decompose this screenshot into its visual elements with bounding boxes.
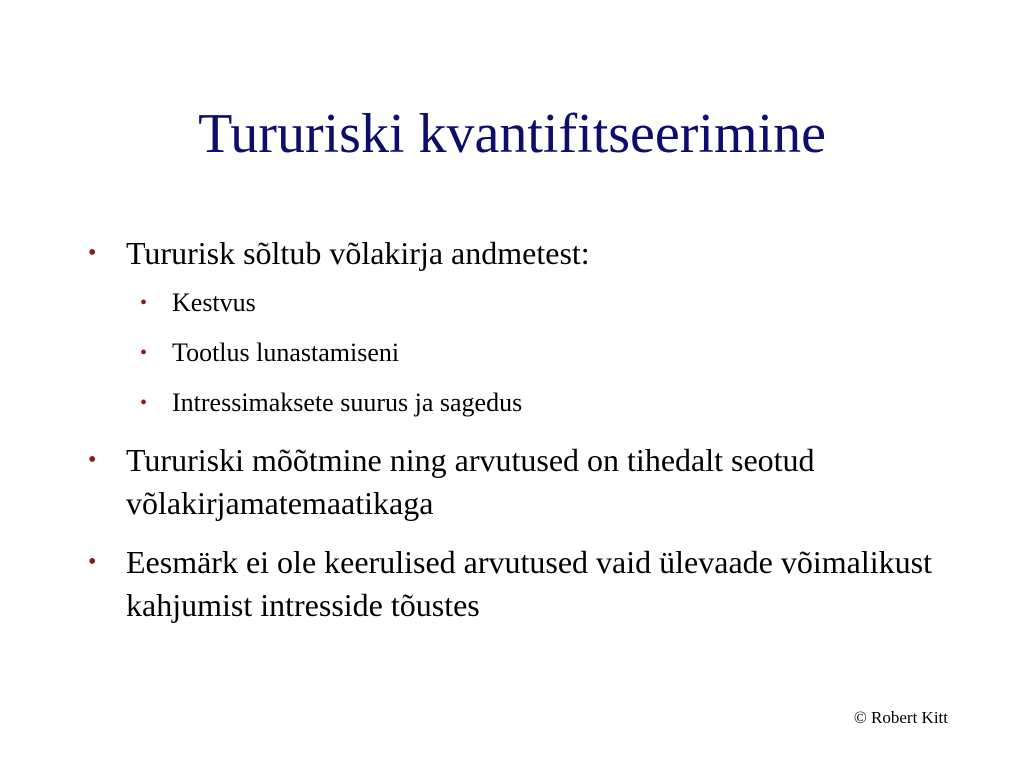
slide-title: Tururiski kvantifitseerimine (198, 103, 826, 165)
bullet-item (88, 232, 968, 275)
bullet-icon: • (140, 342, 148, 364)
sub-bullet-item-text: Kestvus (172, 288, 256, 317)
sub-bullet-item-text: Tootlus lunastamiseni (172, 338, 400, 367)
bullet-item (88, 541, 968, 627)
bullet-list (88, 232, 968, 627)
sub-bullet-item-text: Intressimaksete suurus ja sagedus (172, 388, 523, 417)
bullet-icon: • (140, 392, 148, 414)
bullet-icon: • (88, 447, 97, 473)
sub-bullet-item (140, 335, 968, 371)
bullet-item (88, 439, 968, 525)
bullet-icon: • (88, 240, 97, 266)
bullet-icon: • (140, 292, 148, 314)
sub-bullet-item (140, 285, 968, 321)
bullet-item-text: Tururisk sõltub võlakirja andmetest: (126, 235, 590, 271)
copyright-footer: © Robert Kitt (853, 708, 948, 727)
bullet-item-text: Tururiski mõõtmine ning arvutused on tihedalt seotud võlakirjamatemaatikaga (126, 442, 815, 521)
bullet-icon: • (88, 549, 97, 575)
sub-bullet-item (140, 385, 968, 421)
bullet-item-text: Eesmärk ei ole keerulised arvutused vaid ülevaade võimalikust kahjumist intresside tõustes (126, 544, 932, 623)
